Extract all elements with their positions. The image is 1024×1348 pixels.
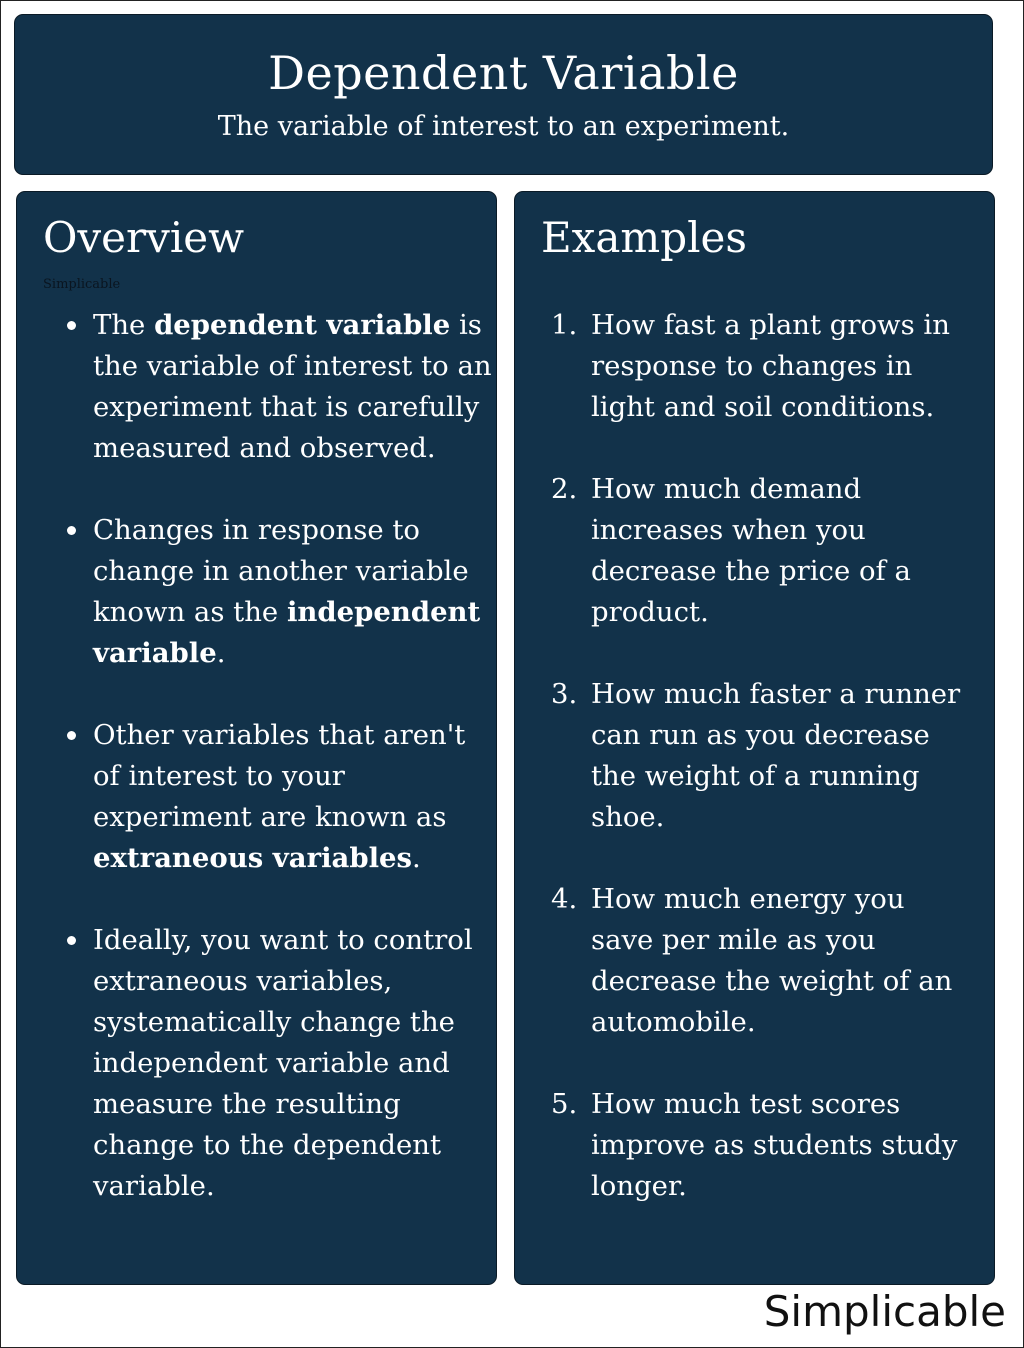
page-subtitle: The variable of interest to an experiment.: [217, 111, 790, 142]
example-number: 2.: [551, 473, 578, 505]
example-text: How much energy you save per mile as you decrease the weight of an automobile.: [591, 883, 953, 1038]
overview-watermark: Simplicable: [43, 277, 121, 292]
example-item: [515, 305, 971, 428]
bullet-text: .: [216, 637, 226, 669]
bullet-dot-icon: [67, 321, 76, 330]
examples-panel: [514, 191, 995, 1285]
bold-term: extraneous variables: [93, 842, 412, 874]
overview-bullet-list: [17, 305, 493, 1248]
bullet-dot-icon: [67, 936, 76, 945]
example-item: [515, 1084, 971, 1207]
header-panel: [14, 14, 993, 175]
bullet-dot-icon: [67, 731, 76, 740]
example-number: 5.: [551, 1088, 578, 1120]
brand-logo-text: Simplicable: [763, 1287, 1006, 1336]
example-number: 1.: [551, 309, 578, 341]
overview-heading: Overview: [43, 213, 245, 262]
example-text: How much demand increases when you decrease the price of a product.: [591, 473, 911, 628]
overview-bullet-item: [17, 510, 493, 674]
example-number: 3.: [551, 678, 578, 710]
example-item: [515, 469, 971, 633]
bullet-text: Ideally, you want to control extraneous variables, systematically change the independent variable and measure the resulting change to the dependent variable.: [93, 924, 473, 1202]
example-number: 4.: [551, 883, 578, 915]
bullet-text: The: [93, 309, 155, 341]
overview-bullet-item: [17, 920, 493, 1207]
examples-list: [515, 305, 971, 1248]
overview-bullet-item: [17, 305, 493, 469]
overview-bullet-item: [17, 715, 493, 879]
bullet-text: .: [412, 842, 421, 874]
examples-heading: Examples: [541, 213, 747, 262]
example-item: [515, 674, 971, 838]
example-text: How much faster a runner can run as you decrease the weight of a running shoe.: [591, 678, 961, 833]
bullet-text: is the variable of interest to an experiment that is carefully measured and observed.: [93, 309, 492, 464]
overview-panel: [16, 191, 497, 1285]
bullet-text: Other variables that aren't of interest to your experiment are known as: [93, 719, 466, 833]
example-text: How much test scores improve as students study longer.: [591, 1088, 958, 1202]
page-title: Dependent Variable: [268, 46, 739, 100]
bold-term: dependent variable: [154, 309, 451, 341]
bold-term: independent variable: [93, 596, 481, 669]
bullet-dot-icon: [67, 526, 76, 535]
bullet-text: Changes in response to change in another variable known as the: [93, 514, 469, 628]
example-item: [515, 879, 971, 1043]
example-text: How fast a plant grows in response to changes in light and soil conditions.: [591, 309, 950, 423]
